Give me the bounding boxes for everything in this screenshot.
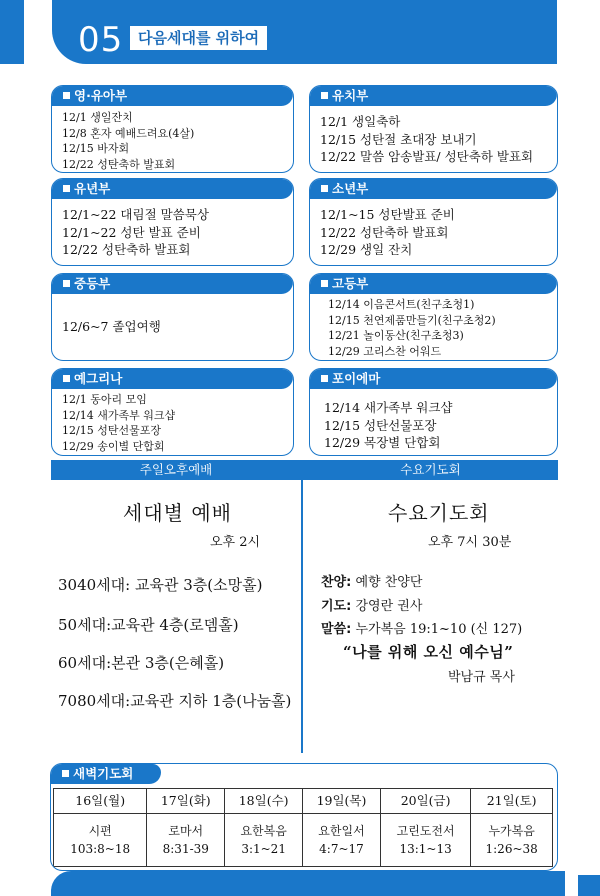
verse-ref: 8:31-39 xyxy=(162,842,209,856)
wednesday-title: 수요기도회 xyxy=(388,501,490,525)
praise-value: 예향 찬양단 xyxy=(355,575,423,590)
box-title: 유년부 xyxy=(74,181,111,196)
square-bullet-icon xyxy=(321,185,328,192)
box-title: 예그리나 xyxy=(74,371,123,386)
book-name: 누가복음 xyxy=(488,824,535,838)
scripture-cell xyxy=(471,814,553,867)
verse-ref: 3:1~21 xyxy=(241,842,286,856)
list-item: 12/22 성탄축하 발표회 xyxy=(62,242,191,257)
scripture-cell xyxy=(380,814,470,867)
word-line xyxy=(321,621,522,638)
word-value: 누가복음 19:1~10 (신 127) xyxy=(355,622,523,637)
prayer-line xyxy=(321,598,422,615)
box-title: 고등부 xyxy=(332,276,369,291)
book-name: 고린도전서 xyxy=(396,824,455,838)
day-cell: 19일(목) xyxy=(303,789,381,814)
praise-label: 찬양: xyxy=(321,575,352,590)
square-bullet-icon xyxy=(321,280,328,287)
sunday-time: 오후 2시 xyxy=(210,535,261,550)
square-bullet-icon xyxy=(321,92,328,99)
footer-right-block xyxy=(578,875,600,896)
scripture-cell xyxy=(147,814,225,867)
prayer-value: 강영란 권사 xyxy=(355,599,423,614)
header-bar xyxy=(52,0,557,64)
header-left-block xyxy=(0,0,24,64)
list-item: 12/1 생일잔치 xyxy=(62,111,133,124)
box-title: 영·유아부 xyxy=(74,88,128,103)
list-item: 12/21 놀이동산(친구초청3) xyxy=(328,329,464,342)
box-jungdeung xyxy=(51,273,294,361)
list-item: 12/14 새가족부 워크샵 xyxy=(324,400,453,415)
list-item: 12/15 바자회 xyxy=(62,142,130,155)
verse-ref: 1:26~38 xyxy=(485,842,538,856)
box-title: 소년부 xyxy=(332,181,369,196)
table-header-row xyxy=(54,789,553,814)
scripture-cell xyxy=(54,814,147,867)
box-yunyeon xyxy=(51,178,294,266)
square-bullet-icon xyxy=(62,770,69,777)
prayer-label: 기도: xyxy=(321,599,352,614)
wednesday-time: 오후 7시 30분 xyxy=(428,535,512,550)
list-item: 12/22 성탄축하 발표회 xyxy=(320,224,449,240)
box-yegrina xyxy=(51,368,294,456)
square-bullet-icon xyxy=(63,185,70,192)
square-bullet-icon xyxy=(63,280,70,287)
list-item: 12/8 혼자 예배드려요(4살) xyxy=(62,126,195,140)
list-item: 12/29 고리스찬 어워드 xyxy=(328,344,442,358)
box-sonyeon xyxy=(309,178,558,266)
list-item: 12/29 생일 잔치 xyxy=(320,242,413,257)
location-line: 7080세대:교육관 지하 1층(나눔홀) xyxy=(58,692,292,710)
praise-line xyxy=(321,574,422,591)
verse-ref: 13:1~13 xyxy=(399,842,452,856)
box-title: 포이에마 xyxy=(332,371,381,386)
box-poiema xyxy=(309,368,558,456)
box-title: 중등부 xyxy=(74,276,111,291)
section-divider xyxy=(301,460,303,753)
list-item: 12/15 성탄선물포장 xyxy=(324,417,437,433)
list-item: 12/1~22 성탄 발표 준비 xyxy=(62,224,201,240)
sunday-bar: 주일오후예배 xyxy=(51,460,301,480)
list-item: 12/14 이음콘서트(친구초청1) xyxy=(328,298,475,311)
scripture-cell xyxy=(303,814,381,867)
box-items xyxy=(62,206,285,259)
wednesday-bar: 수요기도회 xyxy=(303,460,558,480)
box-items xyxy=(62,110,285,172)
word-label: 말씀: xyxy=(321,622,352,637)
verse-ref: 4:7~17 xyxy=(319,842,364,856)
list-item: 12/15 성탄선물포장 xyxy=(62,424,161,437)
list-item: 12/22 성탄축하 발표회 xyxy=(62,157,176,171)
list-item: 12/1~15 성탄발표 준비 xyxy=(320,207,455,222)
square-bullet-icon xyxy=(63,375,70,382)
scripture-cell xyxy=(225,814,303,867)
list-item: 12/15 천연제품만들기(친구초청2) xyxy=(328,313,496,327)
book-name: 로마서 xyxy=(168,824,204,838)
day-cell: 18일(수) xyxy=(225,789,303,814)
box-yuchi xyxy=(309,85,558,173)
list-item: 12/6~7 졸업여행 xyxy=(62,319,161,334)
location-line: 50세대:교육관 4층(로뎀홀) xyxy=(58,616,239,634)
book-name: 요한일서 xyxy=(318,824,365,838)
dawn-schedule-table xyxy=(53,788,553,867)
square-bullet-icon xyxy=(321,375,328,382)
pastor-name: 박남규 목사 xyxy=(448,670,515,685)
box-items xyxy=(328,297,549,359)
square-bullet-icon xyxy=(63,92,70,99)
list-item: 12/22 말씀 암송발표/ 성탄축하 발표회 xyxy=(320,149,534,164)
box-title: 유치부 xyxy=(332,88,369,103)
location-line: 3040세대: 교육관 3층(소망홀) xyxy=(58,576,263,594)
table-row xyxy=(54,814,553,867)
verse-ref: 103:8~18 xyxy=(70,842,131,856)
box-yeong xyxy=(51,85,294,173)
book-name: 요한복음 xyxy=(240,824,287,838)
sunday-title: 세대별 예배 xyxy=(123,501,232,525)
box-items xyxy=(320,206,549,259)
day-cell: 17일(화) xyxy=(147,789,225,814)
list-item: 12/1~22 대림절 말씀묵상 xyxy=(62,207,209,222)
list-item: 12/1 생일축하 xyxy=(320,114,401,129)
list-item: 12/1 동아리 모임 xyxy=(62,393,147,406)
footer-bar xyxy=(51,871,565,896)
box-items xyxy=(62,318,285,336)
list-item: 12/29 송이별 단합회 xyxy=(62,439,165,453)
box-title: 새벽기도회 xyxy=(73,766,134,781)
day-cell: 16일(월) xyxy=(54,789,147,814)
day-cell: 21일(토) xyxy=(471,789,553,814)
section-number: 05 xyxy=(78,20,124,60)
list-item: 12/29 목장별 단합회 xyxy=(324,435,441,450)
box-items xyxy=(62,392,285,454)
location-line: 60세대:본관 3층(은혜홀) xyxy=(58,654,225,672)
book-name: 시편 xyxy=(88,824,112,838)
dawn-prayer-box xyxy=(50,763,558,871)
day-cell: 20일(금) xyxy=(380,789,470,814)
box-items xyxy=(320,113,549,166)
section-title: 다음세대를 위하여 xyxy=(130,26,267,50)
list-item: 12/15 성탄절 초대장 보내기 xyxy=(320,131,477,147)
sermon-title: “나를 위해 오신 예수님” xyxy=(343,643,514,661)
box-godeung xyxy=(309,273,558,361)
list-item: 12/14 새가족부 워크샵 xyxy=(62,408,176,422)
box-items xyxy=(324,399,549,452)
